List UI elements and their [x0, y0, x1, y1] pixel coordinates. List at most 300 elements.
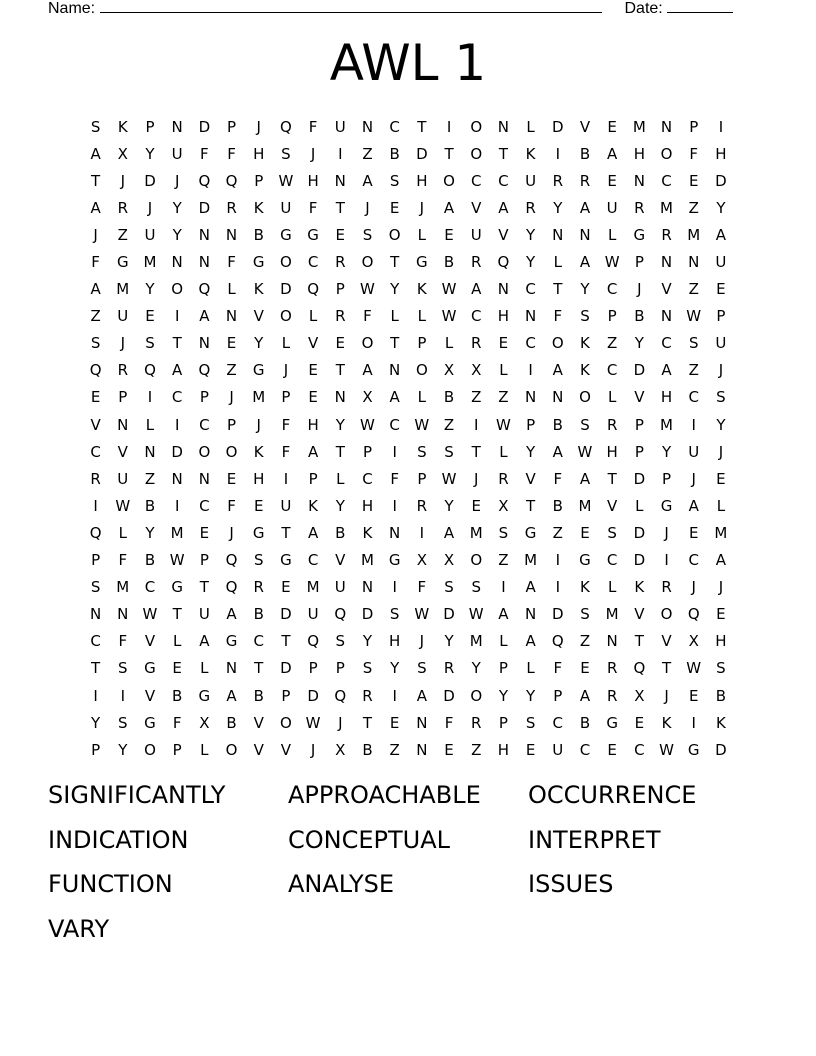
grid-letter: S — [145, 334, 155, 353]
grid-letter: G — [280, 225, 292, 244]
grid-letter: U — [144, 225, 156, 244]
grid-letter: G — [144, 713, 156, 732]
grid-letter: L — [526, 659, 535, 678]
grid-letter: S — [580, 605, 590, 624]
grid-letter: D — [198, 117, 211, 136]
grid-letter: B — [552, 415, 563, 434]
grid-letter: Q — [307, 632, 319, 651]
grid-letter: J — [718, 442, 724, 461]
grid-letter: G — [579, 551, 591, 570]
grid-letter: T — [335, 198, 345, 217]
grid-letter: C — [199, 496, 210, 515]
grid-letter: I — [93, 686, 98, 705]
grid-letter: E — [226, 469, 237, 488]
grid-letter: S — [118, 713, 128, 732]
grid-letter: R — [471, 253, 482, 272]
grid-letter: P — [254, 171, 264, 190]
grid-letter: V — [280, 740, 292, 759]
grid-letter: R — [525, 198, 536, 217]
grid-letter: A — [715, 225, 727, 244]
grid-letter: N — [497, 280, 510, 299]
grid-letter: Y — [716, 415, 726, 434]
grid-letter: V — [335, 551, 346, 570]
grid-letter: F — [390, 469, 399, 488]
grid-letter: V — [634, 388, 645, 407]
grid-letter: B — [253, 605, 264, 624]
grid-letter: J — [256, 415, 261, 434]
grid-letter: L — [553, 253, 562, 272]
grid-letter: P — [91, 740, 101, 759]
grid-letter: U — [715, 253, 727, 272]
grid-letter: A — [362, 171, 373, 190]
grid-letter: M — [360, 551, 374, 570]
grid-letter: F — [363, 307, 372, 326]
grid-letter: P — [526, 415, 536, 434]
grid-letter: P — [172, 740, 182, 759]
grid-letter: S — [444, 578, 454, 597]
grid-letter: C — [389, 117, 400, 136]
grid-letter: J — [338, 713, 343, 732]
grid-letter: L — [308, 307, 318, 326]
grid-letter: R — [606, 659, 618, 678]
grid-letter: A — [443, 198, 455, 217]
grid-letter: F — [553, 307, 563, 326]
grid-letter: I — [120, 686, 125, 705]
grid-letter: T — [498, 144, 508, 163]
grid-letter: W — [604, 253, 620, 272]
grid-letter: F — [118, 551, 128, 570]
date-blank — [667, 0, 733, 13]
grid-letter: K — [362, 523, 373, 542]
grid-letter: E — [335, 225, 346, 244]
grid-letter: D — [552, 605, 564, 624]
grid-letter: Q — [225, 578, 238, 597]
grid-letter: Y — [526, 686, 536, 705]
grid-letter: Y — [118, 740, 128, 759]
grid-letter: F — [227, 496, 236, 515]
grid-letter: C — [470, 307, 482, 326]
grid-letter: N — [524, 605, 537, 624]
grid-letter: Q — [198, 361, 211, 380]
grid-letter: M — [143, 253, 157, 272]
grid-letter: J — [419, 632, 425, 651]
grid-letter: C — [389, 415, 400, 434]
grid-letter: J — [419, 198, 425, 217]
grid-letter: V — [471, 198, 482, 217]
grid-letter: I — [446, 117, 452, 136]
grid-letter: X — [362, 388, 373, 407]
grid-letter: W — [441, 280, 457, 299]
grid-letter: H — [497, 307, 510, 326]
grid-letter: Q — [198, 171, 211, 190]
grid-letter: P — [335, 659, 345, 678]
grid-letter: E — [580, 659, 590, 678]
grid-letter: W — [278, 171, 294, 190]
grid-letter: A — [661, 361, 672, 380]
grid-letter: L — [118, 523, 127, 542]
grid-letter: G — [416, 253, 428, 272]
grid-letter: F — [91, 253, 100, 272]
grid-letter: C — [470, 171, 482, 190]
grid-letter: P — [689, 117, 699, 136]
grid-letter: X — [443, 361, 455, 380]
grid-letter: F — [227, 253, 236, 272]
grid-letter: N — [225, 659, 238, 678]
grid-letter: V — [253, 713, 264, 732]
grid-letter: N — [633, 171, 645, 190]
grid-letter: R — [606, 415, 618, 434]
grid-letter: S — [444, 442, 454, 461]
grid-letter: I — [338, 144, 343, 163]
grid-letter: R — [661, 225, 672, 244]
grid-letter: O — [361, 253, 374, 272]
grid-letter: X — [443, 551, 455, 570]
grid-letter: F — [200, 144, 209, 163]
grid-letter: R — [634, 198, 645, 217]
grid-letter: N — [361, 578, 374, 597]
grid-letter: D — [361, 605, 374, 624]
grid-letter: M — [116, 578, 130, 597]
grid-letter: O — [470, 117, 483, 136]
grid-letter: Q — [307, 280, 319, 299]
grid-letter: K — [580, 578, 590, 597]
grid-letter: K — [661, 713, 672, 732]
grid-letter: M — [714, 523, 728, 542]
grid-letter: C — [253, 632, 264, 651]
grid-letter: N — [171, 469, 183, 488]
grid-letter: E — [444, 740, 454, 759]
grid-letter: V — [117, 442, 128, 461]
grid-letter: Z — [362, 144, 373, 163]
grid-letter: D — [280, 659, 292, 678]
grid-letter: N — [117, 605, 129, 624]
grid-letter: M — [660, 415, 673, 434]
grid-letter: I — [174, 496, 180, 515]
grid-letter: M — [632, 117, 646, 136]
grid-letter: W — [659, 740, 674, 759]
grid-letter: L — [200, 659, 209, 678]
grid-letter: N — [225, 225, 238, 244]
grid-letter: J — [474, 469, 479, 488]
grid-letter: I — [174, 415, 180, 434]
grid-letter: S — [417, 442, 427, 461]
grid-letter: G — [524, 523, 537, 542]
grid-letter: T — [281, 523, 291, 542]
grid-letter: N — [144, 442, 156, 461]
grid-letter: Y — [661, 442, 672, 461]
grid-letter: R — [117, 198, 128, 217]
grid-letter: E — [389, 713, 400, 732]
grid-letter: Y — [172, 198, 182, 217]
grid-letter: Y — [444, 496, 454, 515]
grid-letter: G — [388, 551, 401, 570]
grid-letter: P — [335, 280, 345, 299]
grid-letter: B — [552, 496, 563, 515]
grid-letter: T — [254, 659, 264, 678]
grid-letter: L — [172, 632, 182, 651]
grid-letter: L — [635, 496, 644, 515]
grid-letter: Y — [145, 280, 155, 299]
grid-letter: G — [660, 496, 673, 515]
grid-letter: Q — [497, 253, 510, 272]
grid-letter: B — [634, 307, 645, 326]
grid-letter: R — [606, 686, 618, 705]
grid-letter: D — [552, 117, 564, 136]
grid-letter: P — [607, 307, 617, 326]
grid-letter: B — [715, 686, 727, 705]
grid-letter: V — [525, 469, 536, 488]
grid-letter: E — [226, 334, 237, 353]
grid-letter: N — [225, 307, 238, 326]
grid-letter: L — [417, 307, 427, 326]
grid-letter: G — [116, 253, 129, 272]
grid-letter: A — [90, 198, 101, 217]
grid-letter: C — [606, 361, 618, 380]
grid-letter: W — [414, 415, 430, 434]
grid-letter: C — [171, 388, 183, 407]
grid-letter: P — [281, 388, 291, 407]
grid-letter: Y — [498, 686, 508, 705]
grid-letter: G — [171, 578, 183, 597]
grid-letter: N — [171, 117, 183, 136]
grid-letter: E — [471, 496, 481, 515]
grid-letter: G — [225, 632, 238, 651]
grid-letter: T — [471, 442, 481, 461]
grid-letter: Z — [144, 469, 156, 488]
grid-letter: Z — [90, 307, 101, 326]
grid-letter: Q — [89, 361, 102, 380]
grid-letter: T — [526, 496, 536, 515]
grid-letter: N — [361, 117, 374, 136]
grid-letter: H — [307, 415, 319, 434]
grid-letter: I — [664, 551, 669, 570]
grid-letter: W — [468, 605, 484, 624]
grid-letter: I — [419, 523, 425, 542]
grid-letter: P — [362, 442, 372, 461]
grid-letter: E — [199, 523, 210, 542]
grid-letter: L — [526, 117, 535, 136]
grid-letter: Z — [498, 388, 509, 407]
grid-letter: D — [443, 686, 455, 705]
grid-letter: E — [634, 713, 645, 732]
grid-letter: O — [443, 171, 455, 190]
grid-letter: S — [688, 334, 699, 353]
word-list-item: APPROACHABLE — [288, 781, 481, 809]
grid-letter: D — [171, 442, 183, 461]
grid-letter: L — [227, 280, 236, 299]
grid-letter: M — [524, 551, 538, 570]
grid-letter: W — [115, 496, 131, 515]
grid-letter: L — [607, 225, 617, 244]
grid-letter: F — [553, 469, 563, 488]
grid-letter: H — [633, 144, 645, 163]
grid-letter: M — [252, 388, 266, 407]
grid-letter: R — [661, 578, 672, 597]
grid-letter: V — [144, 632, 156, 651]
grid-letter: N — [416, 713, 428, 732]
grid-letter: N — [524, 307, 537, 326]
grid-letter: J — [664, 686, 669, 705]
grid-letter: O — [415, 361, 428, 380]
grid-letter: S — [389, 605, 400, 624]
grid-letter: Q — [334, 605, 347, 624]
grid-letter: N — [552, 225, 564, 244]
grid-letter: V — [661, 632, 672, 651]
grid-letter: D — [280, 280, 292, 299]
grid-letter: U — [117, 307, 129, 326]
grid-letter: N — [198, 225, 210, 244]
grid-letter: A — [226, 605, 237, 624]
grid-letter: I — [392, 442, 397, 461]
grid-letter: E — [688, 171, 699, 190]
grid-letter: D — [633, 361, 646, 380]
grid-letter: N — [198, 253, 210, 272]
word-list — [48, 778, 768, 956]
grid-letter: E — [308, 388, 318, 407]
grid-letter: V — [144, 686, 156, 705]
grid-letter: G — [687, 740, 700, 759]
grid-letter: O — [579, 388, 591, 407]
grid-letter: N — [579, 225, 591, 244]
word-list-item: SIGNIFICANTLY — [48, 781, 226, 809]
grid-letter: E — [688, 686, 699, 705]
grid-letter: N — [416, 740, 428, 759]
grid-letter: E — [525, 740, 536, 759]
grid-letter: B — [335, 523, 346, 542]
grid-letter: S — [498, 523, 509, 542]
grid-letter: U — [470, 225, 482, 244]
grid-letter: P — [634, 253, 644, 272]
grid-letter: D — [633, 523, 646, 542]
grid-letter: B — [443, 388, 455, 407]
grid-letter: I — [93, 496, 98, 515]
grid-letter: Z — [498, 551, 509, 570]
grid-letter: H — [416, 171, 428, 190]
grid-letter: J — [120, 334, 125, 353]
grid-letter: T — [661, 659, 672, 678]
grid-letter: O — [470, 144, 483, 163]
grid-letter: J — [174, 171, 180, 190]
grid-letter: T — [335, 442, 345, 461]
grid-letter: H — [307, 171, 319, 190]
grid-letter: I — [174, 307, 180, 326]
grid-letter: I — [392, 686, 397, 705]
word-list-item: ISSUES — [528, 870, 614, 898]
grid-letter: X — [335, 740, 346, 759]
grid-letter: X — [117, 144, 128, 163]
grid-letter: A — [498, 198, 509, 217]
grid-letter: A — [307, 523, 319, 542]
grid-letter: T — [199, 578, 209, 597]
grid-letter: G — [252, 361, 265, 380]
grid-letter: Y — [716, 198, 726, 217]
grid-letter: C — [661, 171, 672, 190]
grid-letter: N — [524, 388, 537, 407]
grid-letter: X — [688, 632, 699, 651]
grid-letter: V — [253, 740, 264, 759]
grid-letter: J — [283, 361, 289, 380]
grid-letter: P — [634, 442, 644, 461]
grid-letter: W — [360, 280, 375, 299]
grid-letter: P — [417, 469, 427, 488]
grid-letter: A — [607, 144, 618, 163]
grid-letter: L — [607, 578, 617, 597]
grid-letter: S — [471, 578, 481, 597]
grid-letter: J — [93, 225, 98, 244]
grid-letter: M — [660, 198, 673, 217]
grid-letter: S — [580, 307, 590, 326]
grid-letter: J — [310, 144, 316, 163]
grid-letter: N — [660, 117, 673, 136]
grid-letter: I — [392, 496, 397, 515]
grid-letter: P — [91, 551, 101, 570]
grid-letter: Y — [390, 659, 400, 678]
grid-letter: A — [172, 361, 183, 380]
grid-letter: C — [144, 578, 156, 597]
grid-letter: A — [552, 442, 563, 461]
grid-letter: B — [579, 144, 591, 163]
grid-letter: Z — [688, 361, 699, 380]
grid-letter: E — [498, 334, 509, 353]
grid-letter: O — [388, 225, 401, 244]
grid-letter: V — [253, 307, 264, 326]
grid-letter: R — [253, 578, 264, 597]
grid-letter: S — [716, 659, 726, 678]
grid-letter: P — [553, 686, 563, 705]
grid-letter: M — [306, 578, 320, 597]
grid-letter: H — [715, 144, 727, 163]
grid-letter: B — [253, 225, 264, 244]
grid-letter: J — [664, 523, 669, 542]
word-search-grid — [82, 113, 735, 763]
grid-letter: H — [253, 469, 265, 488]
grid-letter: Q — [551, 632, 564, 651]
grid-letter: T — [553, 280, 563, 299]
grid-letter: O — [144, 740, 156, 759]
grid-letter: C — [307, 551, 319, 570]
grid-letter: F — [118, 632, 128, 651]
grid-letter: M — [469, 632, 483, 651]
grid-letter: L — [444, 334, 454, 353]
grid-letter: X — [498, 496, 509, 515]
grid-letter: K — [580, 334, 590, 353]
grid-letter: F — [281, 415, 291, 434]
grid-letter: J — [718, 361, 724, 380]
grid-letter: D — [715, 740, 727, 759]
grid-letter: F — [417, 578, 427, 597]
grid-letter: B — [172, 686, 183, 705]
grid-letter: D — [307, 686, 319, 705]
word-list-item: ANALYSE — [288, 870, 395, 898]
grid-letter: C — [606, 280, 618, 299]
grid-letter: I — [147, 388, 153, 407]
grid-letter: T — [444, 144, 454, 163]
grid-letter: Y — [390, 280, 400, 299]
grid-letter: N — [660, 253, 673, 272]
grid-letter: A — [90, 280, 101, 299]
grid-letter: A — [579, 253, 591, 272]
grid-letter: P — [417, 334, 427, 353]
grid-letter: U — [334, 578, 346, 597]
grid-letter: P — [308, 469, 318, 488]
word-list-item: INTERPRET — [528, 825, 661, 854]
grid-letter: N — [389, 361, 401, 380]
grid-letter: T — [335, 361, 345, 380]
grid-letter: L — [336, 469, 345, 488]
grid-letter: P — [281, 686, 291, 705]
grid-letter: G — [307, 225, 319, 244]
grid-letter: E — [607, 117, 617, 136]
